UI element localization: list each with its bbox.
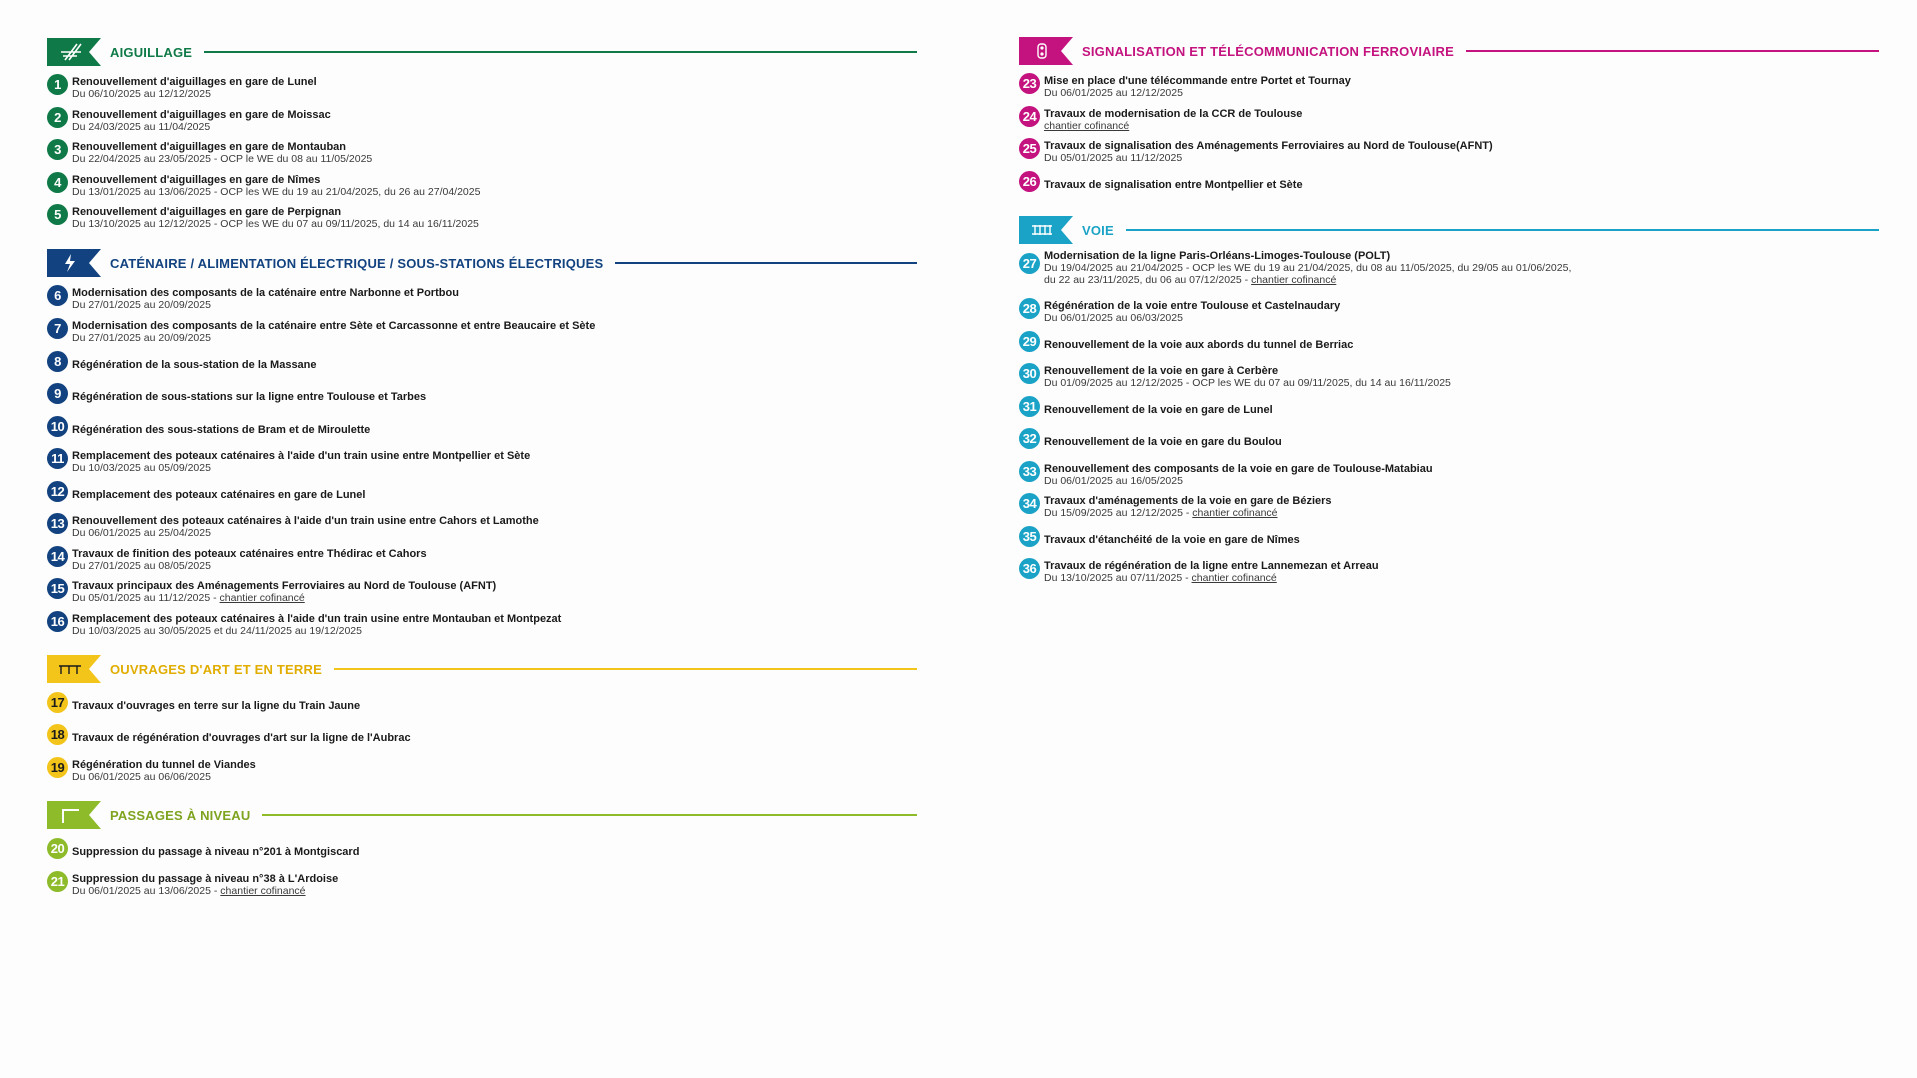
item-dates: Du 24/03/2025 au 11/04/2025 — [72, 121, 211, 133]
item-text — [72, 759, 917, 783]
item-number-badge: 31 — [1019, 396, 1040, 417]
item-dates: Du 06/01/2025 au 12/12/2025 — [1044, 87, 1183, 99]
list-item — [47, 757, 917, 785]
list-item — [47, 481, 917, 509]
item-number-badge: 19 — [47, 757, 68, 778]
bridge-icon — [47, 655, 101, 683]
item-title: Régénération des sous-stations de Bram et de Miroulette — [72, 424, 371, 436]
item-title: Renouvellement de la voie en gare à Cerbère — [1044, 365, 1279, 377]
item-number-badge: 29 — [1019, 331, 1040, 352]
item-dates — [1044, 120, 1879, 132]
section-divider — [615, 262, 917, 264]
item-title: Travaux d'étanchéité de la voie en gare de Nîmes — [1044, 534, 1300, 546]
list-item — [1019, 428, 1879, 456]
item-text — [1044, 140, 1879, 164]
item-dates: Du 10/03/2025 au 30/05/2025 et du 24/11/2025 au 19/12/2025 — [72, 625, 362, 637]
item-title: Travaux d'ouvrages en terre sur la ligne du Train Jaune — [72, 700, 361, 712]
list-item — [47, 871, 917, 899]
item-title: Régénération de la sous-station de la Massane — [72, 359, 317, 371]
item-number-badge: 12 — [47, 481, 68, 502]
cofinance-link[interactable]: chantier cofinancé — [219, 592, 305, 604]
item-text — [72, 174, 917, 198]
item-text — [72, 450, 917, 474]
lightning-icon — [47, 249, 101, 277]
cofinance-link[interactable]: chantier cofinancé — [1192, 507, 1278, 519]
section-header-signalisation — [1019, 36, 1879, 66]
list-item — [47, 107, 917, 135]
item-text — [1044, 534, 1879, 546]
item-title: Régénération de la voie entre Toulouse et Castelnaudary — [1044, 300, 1341, 312]
item-text — [72, 287, 917, 311]
item-number-badge: 7 — [47, 318, 68, 339]
item-text — [72, 846, 917, 858]
item-number-badge: 14 — [47, 546, 68, 567]
list-item — [1019, 138, 1879, 166]
list-item — [1019, 298, 1879, 326]
item-text — [72, 359, 917, 371]
item-number-badge: 4 — [47, 172, 68, 193]
item-dates: Du 05/01/2025 au 11/12/2025 — [1044, 152, 1183, 164]
level-crossing-icon — [47, 801, 101, 829]
item-number-badge: 32 — [1019, 428, 1040, 449]
list-item — [1019, 493, 1879, 521]
item-number-badge: 9 — [47, 383, 68, 404]
item-title: Suppression du passage à niveau n°201 à Montgiscard — [72, 846, 360, 858]
item-dates-text: Du 06/01/2025 au 13/06/2025 - — [72, 885, 221, 897]
cofinance-link[interactable]: chantier cofinancé — [1251, 274, 1337, 286]
cofinance-link[interactable]: chantier cofinancé — [1044, 120, 1130, 132]
item-number-badge: 35 — [1019, 526, 1040, 547]
item-text — [1044, 75, 1879, 99]
item-title: Renouvellement d'aiguillages en gare de Lunel — [72, 76, 317, 88]
item-dates — [1044, 572, 1879, 584]
list-item — [47, 724, 917, 752]
item-title: Travaux de finition des poteaux caténaires entre Thédirac et Cahors — [72, 548, 427, 560]
item-title: Renouvellement de la voie en gare de Lunel — [1044, 404, 1273, 416]
item-text — [72, 548, 917, 572]
list-item — [47, 74, 917, 102]
item-dates: Du 13/10/2025 au 12/12/2025 - OCP les WE du 07 au 09/11/2025, du 14 au 16/11/2025 — [72, 218, 479, 230]
list-item — [1019, 73, 1879, 101]
list-item — [47, 578, 917, 606]
item-number-badge: 18 — [47, 724, 68, 745]
item-title: Travaux d'aménagements de la voie en gare de Béziers — [1044, 495, 1332, 507]
item-dates: Du 06/01/2025 au 06/06/2025 — [72, 771, 211, 783]
list-item — [1019, 558, 1879, 586]
item-text — [72, 320, 917, 344]
item-text — [72, 391, 917, 403]
list-item — [47, 285, 917, 313]
list-item — [47, 513, 917, 541]
item-title: Travaux principaux des Aménagements Ferroviaires au Nord de Toulouse (AFNT) — [72, 580, 497, 592]
item-number-badge: 10 — [47, 416, 68, 437]
item-title: Travaux de régénération d'ouvrages d'art sur la ligne de l'Aubrac — [72, 732, 411, 744]
item-dates — [72, 592, 917, 604]
item-title: Travaux de signalisation entre Montpellier et Sète — [1044, 179, 1303, 191]
item-title: Travaux de modernisation de la CCR de Toulouse — [1044, 108, 1303, 120]
item-dates-text: Du 05/01/2025 au 11/12/2025 - — [72, 592, 220, 604]
item-number-badge: 33 — [1019, 461, 1040, 482]
item-dates-text: Du 13/10/2025 au 07/11/2025 - — [1044, 572, 1192, 584]
item-number-badge: 30 — [1019, 363, 1040, 384]
item-dates: Du 27/01/2025 au 20/09/2025 — [72, 332, 211, 344]
item-text — [1044, 339, 1879, 351]
item-text — [72, 206, 917, 230]
item-title: Renouvellement d'aiguillages en gare de Nîmes — [72, 174, 321, 186]
item-number-badge: 28 — [1019, 298, 1040, 319]
section-divider — [334, 668, 917, 670]
item-text — [72, 489, 917, 501]
list-item — [47, 692, 917, 720]
item-number-badge: 23 — [1019, 73, 1040, 94]
list-item — [1019, 250, 1879, 293]
item-text — [1044, 108, 1879, 132]
section-title: VOIE — [1082, 222, 1114, 238]
item-text — [72, 613, 917, 637]
item-number-badge: 36 — [1019, 558, 1040, 579]
item-dates: Du 27/01/2025 au 20/09/2025 — [72, 299, 211, 311]
item-text — [1044, 463, 1879, 487]
item-number-badge: 16 — [47, 611, 68, 632]
list-item — [47, 416, 917, 444]
item-text — [1044, 495, 1879, 519]
list-item — [1019, 106, 1879, 134]
item-dates: Du 06/10/2025 au 12/12/2025 — [72, 88, 211, 100]
list-item — [47, 383, 917, 411]
item-number-badge: 24 — [1019, 106, 1040, 127]
item-number-badge: 13 — [47, 513, 68, 534]
item-text — [72, 76, 917, 100]
item-title: Travaux de régénération de la ligne entre Lannemezan et Arreau — [1044, 560, 1379, 572]
item-text — [1044, 404, 1879, 416]
item-title: Remplacement des poteaux caténaires à l'aide d'un train usine entre Montauban et Montpezat — [72, 613, 562, 625]
item-text — [72, 141, 917, 165]
item-title: Régénération du tunnel de Viandes — [72, 759, 256, 771]
list-item — [47, 611, 917, 639]
item-title: Suppression du passage à niveau n°38 à L'Ardoise — [72, 873, 339, 885]
list-item — [1019, 461, 1879, 489]
item-title: Renouvellement des composants de la voie en gare de Toulouse-Matabiau — [1044, 463, 1433, 475]
list-item — [1019, 526, 1879, 554]
switch-points-icon — [47, 38, 101, 66]
item-number-badge: 3 — [47, 139, 68, 160]
item-text — [1044, 560, 1879, 584]
section-title: PASSAGES À NIVEAU — [110, 807, 251, 823]
item-number-badge: 20 — [47, 838, 68, 859]
cofinance-link[interactable]: chantier cofinancé — [220, 885, 306, 897]
section-title: SIGNALISATION ET TÉLÉCOMMUNICATION FERROVIAIRE — [1082, 43, 1454, 59]
item-text — [72, 700, 917, 712]
list-item — [47, 204, 917, 232]
item-dates — [72, 885, 917, 897]
list-item — [47, 172, 917, 200]
item-dates: Du 06/01/2025 au 25/04/2025 — [72, 527, 211, 539]
list-item — [47, 448, 917, 476]
item-title: Modernisation de la ligne Paris-Orléans-Limoges-Toulouse (POLT) — [1044, 250, 1391, 262]
item-title: Régénération de sous-stations sur la ligne entre Toulouse et Tarbes — [72, 391, 427, 403]
item-text — [1044, 365, 1879, 389]
item-title: Renouvellement d'aiguillages en gare de Montauban — [72, 141, 347, 153]
list-item — [1019, 331, 1879, 359]
item-text — [72, 732, 917, 744]
item-title: Travaux de signalisation des Aménagements Ferroviaires au Nord de Toulouse(AFNT) — [1044, 140, 1493, 152]
item-dates: Du 19/04/2025 au 21/04/2025 - OCP les WE du 19 au 21/04/2025, du 08 au 11/05/2025, du 29/05 au 01/06/2025, — [1044, 262, 1572, 274]
section-header-passages — [47, 800, 917, 830]
item-text — [1044, 436, 1879, 448]
item-number-badge: 11 — [47, 448, 68, 469]
list-item — [1019, 396, 1879, 424]
item-title: Renouvellement des poteaux caténaires à l'aide d'un train usine entre Cahors et Lamothe — [72, 515, 539, 527]
list-item — [47, 546, 917, 574]
item-title: Renouvellement de la voie en gare du Boulou — [1044, 436, 1282, 448]
item-text — [1044, 179, 1879, 191]
item-title: Modernisation des composants de la caténaire entre Sète et Carcassonne et entre Beaucaire et Sète — [72, 320, 596, 332]
section-divider — [204, 51, 917, 53]
item-dates — [1044, 507, 1879, 519]
item-dates: Du 06/01/2025 au 16/05/2025 — [1044, 475, 1183, 487]
list-item — [47, 351, 917, 379]
list-item — [47, 838, 917, 866]
item-title: Renouvellement d'aiguillages en gare de Moissac — [72, 109, 331, 121]
item-dates: Du 13/01/2025 au 13/06/2025 - OCP les WE du 19 au 21/04/2025, du 26 au 27/04/2025 — [72, 186, 481, 198]
item-number-badge: 5 — [47, 204, 68, 225]
section-title: OUVRAGES D'ART ET EN TERRE — [110, 661, 322, 677]
item-title: Modernisation des composants de la caténaire entre Narbonne et Portbou — [72, 287, 459, 299]
item-text — [72, 873, 917, 897]
section-header-ouvrages — [47, 654, 917, 684]
section-divider — [262, 814, 917, 816]
item-number-badge: 34 — [1019, 493, 1040, 514]
section-title: AIGUILLAGE — [110, 44, 193, 60]
item-dates: Du 27/01/2025 au 08/05/2025 — [72, 560, 211, 572]
section-header-catenaire — [47, 248, 917, 278]
item-number-badge: 6 — [47, 285, 68, 306]
section-header-voie — [1019, 215, 1879, 245]
item-text — [72, 580, 917, 604]
item-number-badge: 17 — [47, 692, 68, 713]
item-dates-continued — [1044, 274, 1879, 286]
item-title: Remplacement des poteaux caténaires en gare de Lunel — [72, 489, 366, 501]
list-item — [47, 139, 917, 167]
item-dates-text: du 22 au 23/11/2025, du 06 au 07/12/2025 - — [1044, 274, 1252, 286]
item-title: Renouvellement d'aiguillages en gare de Perpignan — [72, 206, 342, 218]
list-item — [47, 318, 917, 346]
item-number-badge: 26 — [1019, 171, 1040, 192]
item-number-badge: 15 — [47, 578, 68, 599]
item-text — [1044, 300, 1879, 324]
item-title: Mise en place d'une télécommande entre Portet et Tournay — [1044, 75, 1351, 87]
section-divider — [1466, 50, 1879, 52]
item-text — [72, 424, 917, 436]
item-title: Remplacement des poteaux caténaires à l'aide d'un train usine entre Montpellier et Sète — [72, 450, 531, 462]
section-divider — [1126, 229, 1879, 231]
cofinance-link[interactable]: chantier cofinancé — [1191, 572, 1277, 584]
item-number-badge: 27 — [1019, 253, 1040, 274]
item-title: Renouvellement de la voie aux abords du tunnel de Berriac — [1044, 339, 1354, 351]
item-number-badge: 21 — [47, 871, 68, 892]
item-text — [72, 109, 917, 133]
item-dates-text: Du 15/09/2025 au 12/12/2025 - — [1044, 507, 1193, 519]
item-text — [72, 515, 917, 539]
item-dates: Du 01/09/2025 au 12/12/2025 - OCP les WE du 07 au 09/11/2025, du 14 au 16/11/2025 — [1044, 377, 1451, 389]
item-dates: Du 10/03/2025 au 05/09/2025 — [72, 462, 211, 474]
item-dates: Du 06/01/2025 au 06/03/2025 — [1044, 312, 1183, 324]
item-number-badge: 1 — [47, 74, 68, 95]
signal-light-icon — [1019, 37, 1073, 65]
list-item — [1019, 363, 1879, 391]
item-number-badge: 2 — [47, 107, 68, 128]
section-header-aiguillage — [47, 37, 917, 67]
section-title: CATÉNAIRE / ALIMENTATION ÉLECTRIQUE / SOUS-STATIONS ÉLECTRIQUES — [110, 255, 604, 271]
item-dates: Du 22/04/2025 au 23/05/2025 - OCP le WE du 08 au 11/05/2025 — [72, 153, 373, 165]
list-item — [1019, 171, 1879, 199]
item-number-badge: 8 — [47, 351, 68, 372]
item-text — [1044, 250, 1879, 286]
item-number-badge: 25 — [1019, 138, 1040, 159]
track-icon — [1019, 216, 1073, 244]
